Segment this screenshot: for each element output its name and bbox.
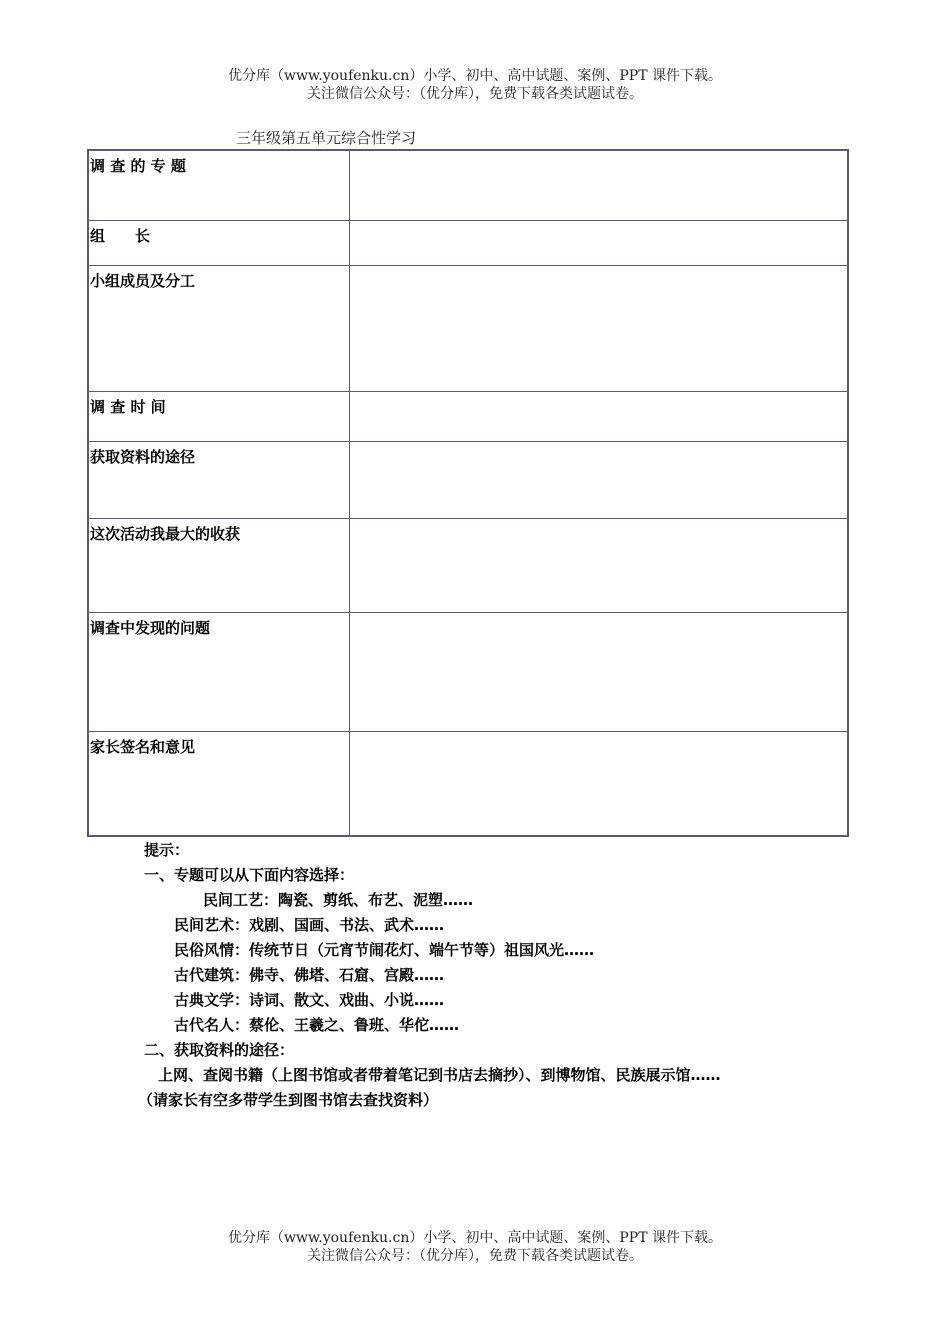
field-parent[interactable] bbox=[350, 731, 849, 836]
label-problems: 调查中发现的问题 bbox=[88, 612, 350, 731]
header-line-2: 关注微信公众号：（优分库），免费下载各类试题试卷。 bbox=[307, 86, 643, 102]
footer-line-1: 优分库（www.youfenku.cn）小学、初中、高中试题、案例、PPT 课件下载。 bbox=[227, 1230, 722, 1246]
field-problems[interactable] bbox=[350, 612, 849, 731]
row-time bbox=[88, 391, 848, 441]
hint-item: 民间艺术：戏剧、国画、书法、武术…… bbox=[174, 916, 445, 934]
row-topic bbox=[88, 150, 848, 220]
field-time[interactable] bbox=[350, 391, 849, 441]
row-leader bbox=[88, 220, 848, 265]
document-title: 三年级第五单元综合性学习 bbox=[236, 129, 417, 147]
page-header bbox=[0, 67, 950, 103]
field-leader[interactable] bbox=[350, 220, 849, 265]
hint-item: 古代建筑：佛寺、佛塔、石窟、宫殿…… bbox=[174, 966, 445, 984]
field-topic[interactable] bbox=[350, 150, 849, 220]
hints-section-2: 二、获取资料的途径： bbox=[144, 1041, 295, 1059]
row-members bbox=[88, 265, 848, 391]
label-members: 小组成员及分工 bbox=[88, 265, 350, 391]
footer-line-2: 关注微信公众号：（优分库），免费下载各类试题试卷。 bbox=[307, 1248, 643, 1264]
hints-heading: 提示： bbox=[144, 841, 190, 859]
hint-item: 民间工艺：陶瓷、剪纸、布艺、泥塑…… bbox=[203, 891, 474, 909]
hints-note: （请家长有空多带学生到图书馆去查找资料） bbox=[138, 1091, 439, 1109]
field-gains[interactable] bbox=[350, 518, 849, 612]
header-line-1: 优分库（www.youfenku.cn）小学、初中、高中试题、案例、PPT 课件下载。 bbox=[227, 68, 722, 84]
label-time: 调 查 时 间 bbox=[88, 391, 350, 441]
hint-item: 古代名人：蔡伦、王羲之、鲁班、华佗…… bbox=[174, 1016, 460, 1034]
page-footer bbox=[0, 1229, 950, 1265]
hints-section-1: 一、专题可以从下面内容选择： bbox=[144, 866, 355, 884]
survey-form-table bbox=[87, 149, 849, 837]
row-gains bbox=[88, 518, 848, 612]
field-members[interactable] bbox=[350, 265, 849, 391]
label-topic: 调 查 的 专 题 bbox=[88, 150, 350, 220]
field-sources[interactable] bbox=[350, 441, 849, 518]
label-gains: 这次活动我最大的收获 bbox=[88, 518, 350, 612]
row-sources bbox=[88, 441, 848, 518]
row-parent bbox=[88, 731, 848, 836]
row-problems bbox=[88, 612, 848, 731]
label-sources: 获取资料的途径 bbox=[88, 441, 350, 518]
hint-item: 民俗风情：传统节日（元宵节闹花灯、端午节等）祖国风光…… bbox=[174, 941, 595, 959]
hints-ways: 上网、查阅书籍（上图书馆或者带着笔记到书店去摘抄）、到博物馆、民族展示馆…… bbox=[158, 1066, 721, 1084]
label-parent: 家长签名和意见 bbox=[88, 731, 350, 836]
label-leader: 组 长 bbox=[88, 220, 350, 265]
hint-item: 古典文学：诗词、散文、戏曲、小说…… bbox=[174, 991, 445, 1009]
